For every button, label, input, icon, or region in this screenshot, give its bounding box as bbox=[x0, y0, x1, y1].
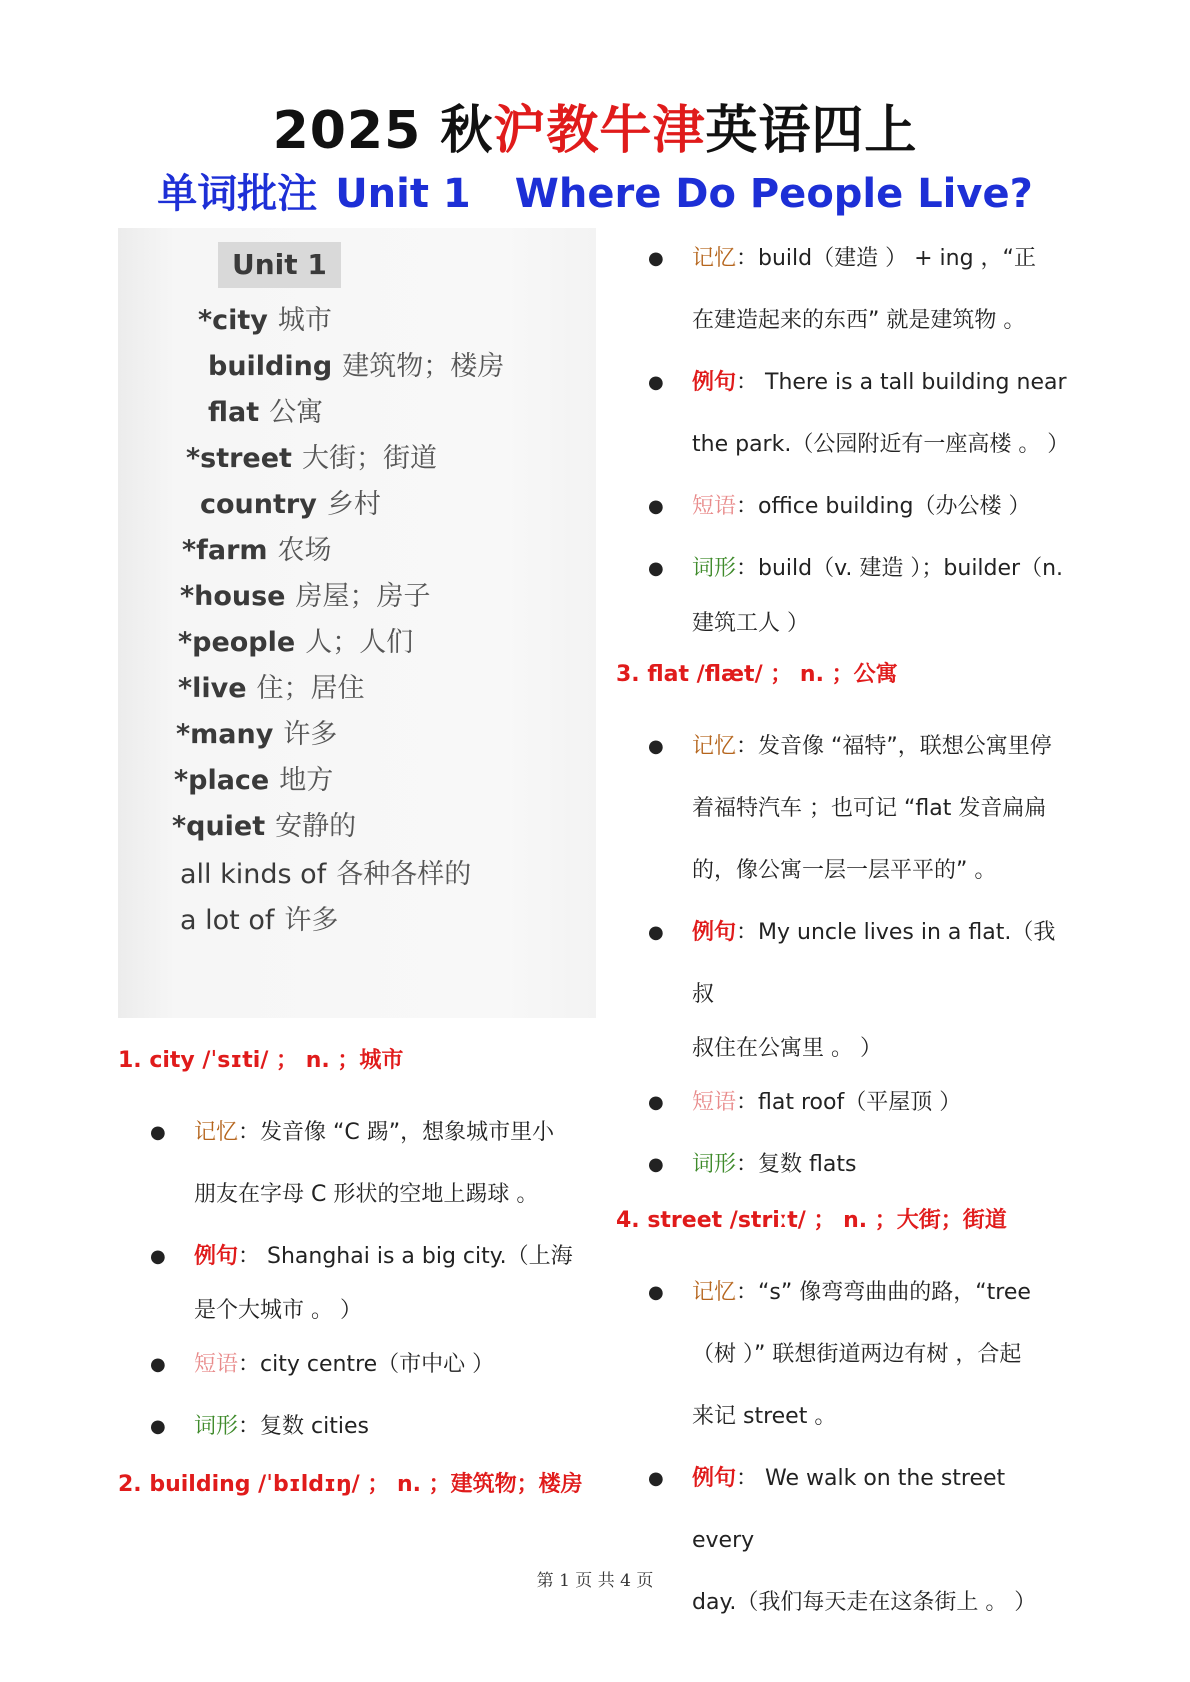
memo-label: 记忆 bbox=[692, 246, 737, 271]
phrase-label: 短语 bbox=[692, 1090, 737, 1115]
phrase-label: 短语 bbox=[194, 1352, 239, 1377]
subtitle-part3: Where Do People Live? bbox=[514, 171, 1033, 217]
scan-word: building 建筑物；楼房 bbox=[208, 351, 505, 382]
subtitle-part2: Unit 1 bbox=[335, 171, 471, 217]
form-label: 词形 bbox=[692, 556, 737, 581]
scan-word: *live 住；居住 bbox=[178, 673, 365, 704]
form-label: 词形 bbox=[692, 1152, 737, 1177]
page-title bbox=[0, 88, 1190, 163]
city-phrase-item: ● 短语：city centre（市中心 ） bbox=[150, 1352, 495, 1377]
scan-word: *quiet 安静的 bbox=[172, 811, 357, 842]
scan-word: all kinds of 各种各样的 bbox=[180, 859, 472, 890]
building-example-item: ● 例句： There is a tall building near the park.（公园附近有一座高楼 。 ） bbox=[648, 370, 1070, 457]
flat-memo-item: ● 记忆：发音像 “福特”，联想公寓里停 着福特汽车 ；也可记 “flat 发音扁扁 的，像公寓一层一层平平的” 。 bbox=[648, 734, 1052, 883]
scan-word: *many 许多 bbox=[176, 719, 338, 750]
title-part3: 英语四上 bbox=[705, 101, 918, 161]
city-example-item: ● 例句： Shanghai is a big city.（上海 是个大城市 。 ） bbox=[150, 1244, 573, 1323]
flat-example-item: ● 例句：My uncle lives in a flat.（我叔 叔住在公寓里 。 ） bbox=[648, 920, 1056, 1061]
entry-heading-city: 1. city /ˈsɪti/ ； n. ；城市 bbox=[118, 1048, 404, 1073]
example-label: 例句 bbox=[692, 370, 737, 395]
memo-label: 记忆 bbox=[692, 1280, 737, 1305]
building-memo-item: ● 记忆：build（建造 ） + ing ，“正 在建造起来的东西” 就是建筑物 。 bbox=[648, 246, 1036, 333]
scan-word: *farm 农场 bbox=[182, 535, 332, 566]
city-memo-item: ● 记忆：发音像 “C 踢”，想象城市里小 朋友在字母 C 形状的空地上踢球 。 bbox=[150, 1120, 555, 1207]
scan-word: flat 公寓 bbox=[208, 397, 324, 428]
example-label: 例句 bbox=[194, 1244, 239, 1269]
page-subtitle bbox=[0, 162, 1190, 219]
entry-heading-flat: 3. flat /flæt/ ； n. ；公寓 bbox=[616, 662, 898, 687]
scan-word: *house 房屋；房子 bbox=[180, 581, 431, 612]
scan-word: *city 城市 bbox=[198, 305, 332, 336]
memo-label: 记忆 bbox=[692, 734, 737, 759]
page-footer: 第 1 页 共 4 页 bbox=[536, 1571, 654, 1591]
subtitle-part1: 单词批注 bbox=[157, 171, 318, 217]
street-example-item: ● 例句： We walk on the street every day.（我们每天走在这条街上 。 ） bbox=[648, 1466, 1037, 1615]
scan-unit-label: Unit 1 bbox=[218, 242, 341, 288]
scan-word: country 乡村 bbox=[200, 489, 381, 520]
left-column bbox=[118, 1040, 583, 1526]
flat-phrase-item: ● 短语：flat roof（平屋顶 ） bbox=[648, 1090, 962, 1115]
example-label: 例句 bbox=[692, 920, 737, 945]
street-memo-item: ● 记忆：“s” 像弯弯曲曲的路，“tree （树 ）” 联想街道两边有树 ，合起 来记 street 。 bbox=[648, 1280, 1031, 1429]
entry-heading-street: 4. street /striːt/ ； n. ；大街；街道 bbox=[616, 1208, 1007, 1233]
title-part1: 2025 秋 bbox=[272, 101, 494, 161]
title-part2: 沪教牛津 bbox=[493, 101, 706, 161]
building-phrase-item: ● 短语：office building（办公楼 ） bbox=[648, 494, 1031, 519]
memo-label: 记忆 bbox=[194, 1120, 239, 1145]
scan-word: a lot of 许多 bbox=[180, 905, 339, 936]
example-label: 例句 bbox=[692, 1466, 737, 1491]
building-form-item: ● 词形：build（v. 建造 ）；builder（n. 建筑工人 ） bbox=[648, 556, 1064, 636]
scan-word: *people 人；人们 bbox=[178, 627, 414, 658]
flat-form-item: ● 词形：复数 flats bbox=[648, 1152, 857, 1177]
right-column bbox=[616, 228, 1074, 1634]
scan-word: *street 大街；街道 bbox=[186, 443, 437, 474]
entry-heading-building: 2. building /ˈbɪldɪŋ/ ； n. ；建筑物；楼房 bbox=[118, 1472, 583, 1497]
scan-word: *place 地方 bbox=[174, 765, 334, 796]
form-label: 词形 bbox=[194, 1414, 239, 1439]
textbook-vocab-scan bbox=[118, 228, 596, 1018]
phrase-label: 短语 bbox=[692, 494, 737, 519]
city-form-item: ● 词形：复数 cities bbox=[150, 1414, 369, 1439]
